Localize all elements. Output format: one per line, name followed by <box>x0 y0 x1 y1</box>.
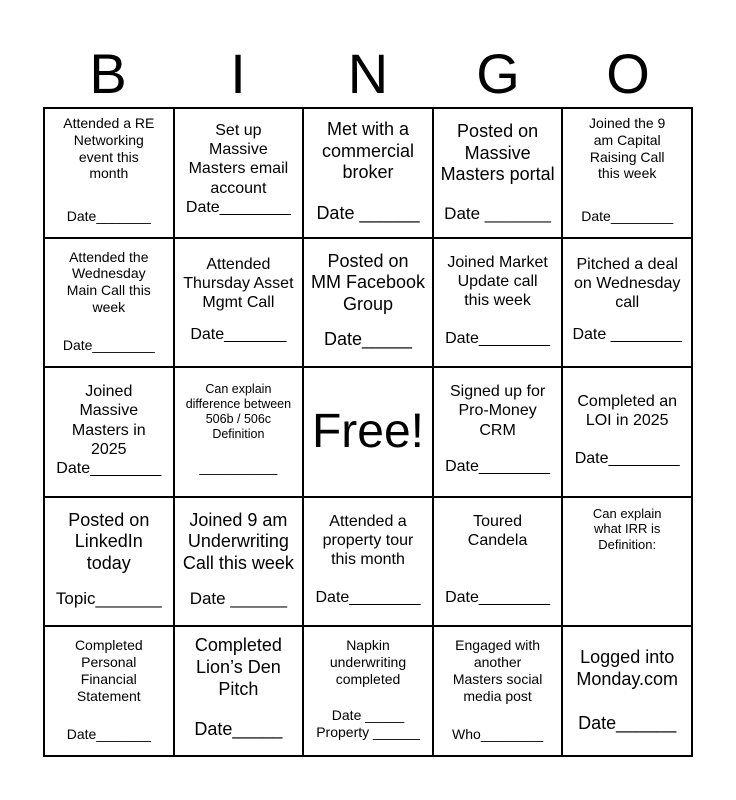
header-letter-b: B <box>89 42 127 105</box>
cell-text: Posted on Massive Masters portal <box>440 121 555 185</box>
bingo-cell[interactable] <box>562 238 692 368</box>
bingo-cell[interactable] <box>174 497 304 627</box>
cell-text: Joined Massive Masters in 2025 Date________ <box>56 383 162 477</box>
header-letter-g: G <box>476 42 520 105</box>
cell-text: Joined the 9 am Capital Raising Call this week <box>589 115 666 182</box>
bingo-cell[interactable] <box>303 626 433 756</box>
cell-text: Engaged with another Masters social media post <box>452 637 543 704</box>
cell-text: Attended a RE Networking event this month <box>63 115 155 182</box>
cell-text: Completed an LOI in 2025 <box>577 393 677 430</box>
cell-text: Met with a commercial broker <box>321 119 414 183</box>
cell-blank: Date _______ <box>444 204 551 224</box>
cell-text: Attended a property tour this month <box>322 512 414 569</box>
cell-blank: Date_______ <box>66 726 151 743</box>
cell-text: Posted on LinkedIn today <box>68 509 150 573</box>
cell-blank: Date________ <box>62 337 155 354</box>
bingo-cell[interactable] <box>433 367 563 497</box>
cell-blank: Date________ <box>315 589 421 607</box>
bingo-cell[interactable] <box>44 238 174 368</box>
cell-blank: Date________ <box>445 589 551 607</box>
cell-blank: Date_______ <box>190 326 287 343</box>
bingo-cell[interactable] <box>44 367 174 497</box>
bingo-header <box>43 40 693 108</box>
cell-text: Pitched a deal on Wednesday call <box>573 255 681 311</box>
cell-blank: Date________ <box>445 330 551 347</box>
bingo-grid <box>43 107 693 757</box>
cell-text: Logged into Monday.com <box>576 647 679 689</box>
cell-text: Napkin underwriting completed <box>329 637 407 687</box>
cell-blank: Date______ <box>578 713 677 734</box>
bingo-cell[interactable] <box>303 108 433 238</box>
bingo-cell[interactable] <box>174 626 304 756</box>
cell-text: Attended the Wednesday Main Call this week <box>66 248 151 315</box>
bingo-cell[interactable] <box>562 108 692 238</box>
cell-text: Attended Thursday Asset Mgmt Call <box>183 255 294 311</box>
cell-blank: Who________ <box>452 726 544 743</box>
cell-blank: Date ________ <box>572 326 682 343</box>
cell-blank: Date_____ <box>323 328 413 349</box>
free-space-label: Free! <box>311 404 424 458</box>
cell-text: Can explain difference between 506b / 506c Definition <box>185 382 292 442</box>
header-letter-i: I <box>230 42 246 105</box>
cell-text: Completed Personal Financial Statement <box>74 637 143 704</box>
cell-blank: Topic_______ <box>55 589 162 608</box>
cell-blank: Date________ <box>574 449 680 467</box>
bingo-cell[interactable] <box>174 367 304 497</box>
bingo-cell[interactable] <box>433 238 563 368</box>
bingo-cell[interactable] <box>562 367 692 497</box>
bingo-cell[interactable] <box>433 497 563 627</box>
bingo-cell[interactable] <box>303 238 433 368</box>
header-letter-o: O <box>606 42 650 105</box>
bingo-cell[interactable] <box>303 497 433 627</box>
bingo-cell[interactable] <box>44 108 174 238</box>
bingo-cell[interactable] <box>562 497 692 627</box>
cell-text: Completed Lion’s Den Pitch <box>194 635 282 699</box>
cell-blank: Date________ <box>581 207 674 224</box>
cell-blank: __________ <box>199 459 278 475</box>
cell-blank: Date________ <box>445 457 551 475</box>
bingo-cell[interactable] <box>174 238 304 368</box>
cell-text: Joined Market Update call this week <box>447 253 548 309</box>
bingo-cell[interactable] <box>44 497 174 627</box>
cell-text: Set up Massive Masters email account Date________ <box>185 122 291 216</box>
free-cell[interactable] <box>303 367 433 497</box>
bingo-cell[interactable] <box>562 626 692 756</box>
cell-blank: Date _____ Property ______ <box>316 707 420 741</box>
cell-text: Toured Candela <box>467 512 528 549</box>
cell-text: Posted on MM Facebook Group <box>310 250 426 314</box>
header-letter-n: N <box>347 42 389 105</box>
cell-blank: Date ______ <box>316 203 420 223</box>
cell-text: Can explain what IRR is Definition: <box>592 505 662 552</box>
bingo-cell[interactable] <box>433 626 563 756</box>
bingo-cell[interactable] <box>433 108 563 238</box>
bingo-cell[interactable] <box>44 626 174 756</box>
cell-text: Joined 9 am Underwriting Call this week <box>182 509 294 573</box>
cell-blank: Date_____ <box>194 719 283 740</box>
cell-blank: Date_______ <box>66 207 151 224</box>
cell-text: Signed up for Pro-Money CRM <box>450 383 546 439</box>
cell-blank: Date ______ <box>189 589 288 608</box>
bingo-cell[interactable] <box>174 108 304 238</box>
